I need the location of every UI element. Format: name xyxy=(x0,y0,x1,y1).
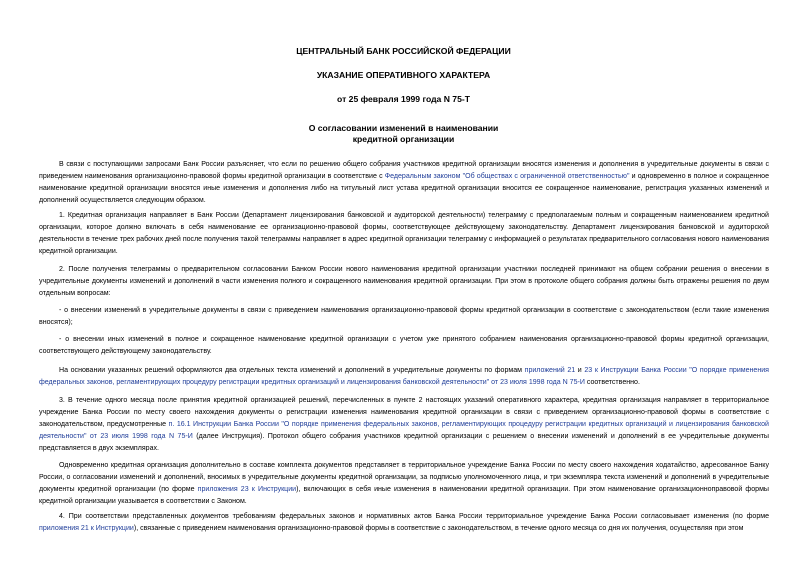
paragraph-2: 2. После получения телеграммы о предварительном согласовании Банком России нового наименования кредитной организации участники последней принимают на общем собрании решения о внесении в учредительные документы изменений и дополнений в части изменения полного и сокращенного наименования кредитной организации. При этом в протоколе общего собрания должны быть отражены решения по двум отдельным вопросам: xyxy=(39,266,769,297)
document-type: УКАЗАНИЕ ОПЕРАТИВНОГО ХАРАКТЕРА xyxy=(316,70,491,80)
document-date-number: от 25 февраля 1999 года N 75-Т xyxy=(337,94,470,104)
paragraph-2-item-b: - о внесении иных изменений в полное и сокращенное наименование кредитной организации с учетом уже принятого собранием наименования организационно-правовой формы кредитной организации, соответствующего действующему законодательству. xyxy=(39,336,769,355)
link-appendix-23-instruction[interactable]: 23 к Инструкции Банка России "О порядке применения федеральных законов, регламентирующих процедуру регистрации кредитных организаций и лицензирования банковской деятельности" от 23 июля 1998 года N 75-И xyxy=(39,367,769,386)
link-instruction-16-1[interactable]: п. 16.1 Инструкции Банка России "О порядке применения федеральных законов, регламентирующих процедуру регистрации кредитных организаций и лицензирования банковской деятельности" от 23 июля 1998 года N 75-И xyxy=(39,421,769,440)
document-title-line-1: О согласовании изменений в наименовании xyxy=(308,123,499,133)
document-title-line-2: кредитной организации xyxy=(352,134,455,144)
paragraph-basis: На основании указанных решений оформляются два отдельных текста изменений и дополнений в учредительные документы по формам приложений 21 и 23 к Инструкции Банка России "О порядке применения федеральных законов, регламентирующих процедуру регистрации кредитных организаций и лицензирования банковской деятельности" от 23 июля 1998 года N 75-И соответственно. xyxy=(39,367,769,386)
paragraph-additionally: Одновременно кредитная организация дополнительно в составе комплекта документов представляет в территориальное учреждение Банка России по месту своего нахождения ходатайство, адресованное Банку России, о согласовании изменений и дополнений, вносимых в учредительные документы кредитной организации, за подписью уполномоченного лица, и три экземпляра текста изменений и дополнений в учредительные документы кредитной организации (по форме приложения 23 к Инструкции), включающих в себя иные изменения в наименовании кредитной организации. При этом наименование организационноправовой формы кредитной организации указывается в соответствии с Законом. xyxy=(39,462,769,505)
paragraph-3: 3. В течение одного месяца после принятия кредитной организацией решений, перечисленных в пункте 2 настоящих указаний оперативного характера, кредитная организация направляет в территориальное учреждение Банка России по месту своего нахождения документы о регистрации изменения наименования кредитной организации в связи с приведением организационно-правовой формы в соответствие с законодательством, предусмотренные п. 16.1 Инструкции Банка России "О порядке применения федеральных законов, регламентирующих процедуру регистрации кредитных организаций и лицензирования банковской деятельности" от 23 июля 1998 года N 75-И (далее Инструкция). Протокол общего собрания участников кредитной организации с решением о внесении изменений и дополнений в ее учредительные документы представляется в двух экземплярах. xyxy=(39,397,769,452)
link-federal-law-llc[interactable]: Федеральным законом "Об обществах с ограниченной ответственностью" xyxy=(384,173,630,180)
link-appendix-23[interactable]: приложения 23 к Инструкции xyxy=(197,486,297,493)
paragraph-1: 1. Кредитная организация направляет в Банк России (Департамент лицензирования банковской и аудиторской деятельности) телеграмму с предполагаемым полным и сокращенным наименованием кредитной организации, которое должно включать в себя наименование ее организационно-правовой формы, соответствующее действующему законодательству. Департамент лицензирования банковской и аудиторской деятельности в течение трех рабочих дней после получения такой телеграммы направляет в адрес кредитной организации телеграмму с информацией о результатах предварительного согласования нового наименования кредитной организации. xyxy=(39,212,769,255)
paragraph-4: 4. При соответствии представленных документов требованиям федеральных законов и нормативных актов Банка России территориальное учреждение Банка России согласовывает изменения (по форме приложения 21 к Инструкции), связанные с приведением наименования организационно-правовой формы в соответствие с законодательством, в течение одного месяца со дня их получения, осуществляя при этом xyxy=(39,513,769,532)
link-appendix-21[interactable]: приложений 21 xyxy=(524,367,576,374)
paragraph-2-item-a: - о внесении изменений в учредительные документы в связи с приведением наименования организационно-правовой формы кредитной организации в соответствие с законодательством (если такие изменения вносятся); xyxy=(39,307,769,326)
org-name: ЦЕНТРАЛЬНЫЙ БАНК РОССИЙСКОЙ ФЕДЕРАЦИИ xyxy=(296,46,511,56)
link-appendix-21-instruction[interactable]: приложения 21 к Инструкции xyxy=(39,525,134,532)
paragraph-intro: В связи с поступающими запросами Банк России разъясняет, что если по решению общего собрания участников кредитной организации вносятся изменения и дополнения в учредительные документы в связи с приведением наименования организационно-правовой формы кредитной организации в соответствие с Федеральным законом "Об обществах с ограниченной ответственностью" и одновременно в полное и сокращенное наименование кредитной организации вносятся иные изменения и дополнения либо на титульный лист устава кредитной организации вносится ее сокращенное наименование, регистрация указанных изменений и дополнений осуществляется следующим образом. xyxy=(39,161,770,204)
